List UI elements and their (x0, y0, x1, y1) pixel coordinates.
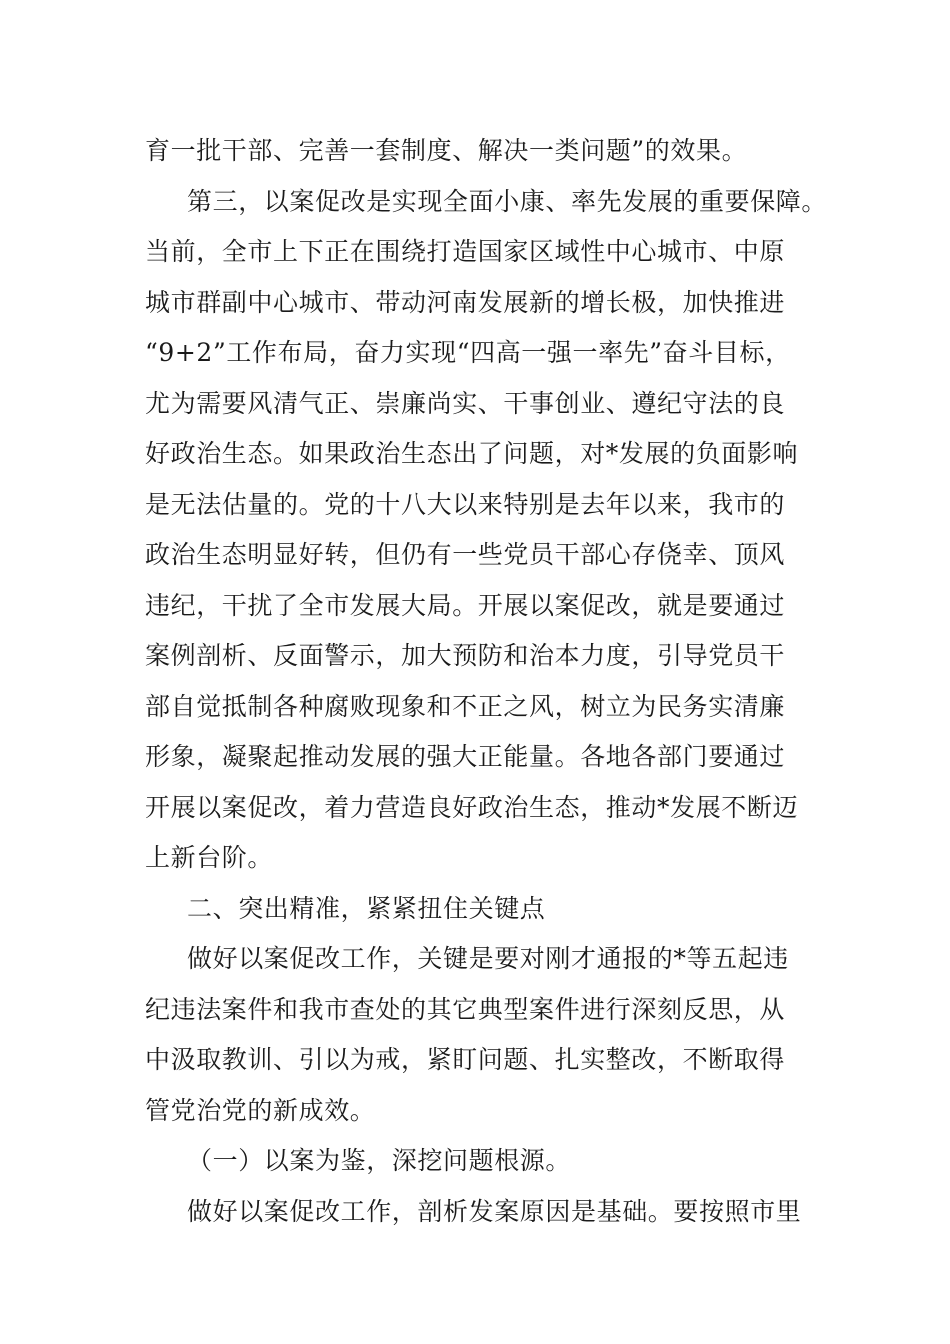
text-line: 尤为需要风清气正、崇廉尚实、干事创业、遵纪守法的良 (145, 388, 786, 418)
text-line: （一）以案为鉴，深挖问题根源。 (187, 1146, 572, 1175)
document-body (145, 126, 828, 1237)
text-line: 案例剖析、反面警示，加大预防和治本力度，引导党员干 (145, 641, 786, 670)
text-line: 做好以案促改工作，剖析发案原因是基础。要按照市里 (187, 1196, 802, 1226)
text-line: 部自觉抵制各种腐败现象和不正之风，树立为民务实清廉 (145, 691, 786, 721)
text-line: 当前，全市上下正在围绕打造国家区域性中心城市、中原 (145, 237, 786, 266)
text-line: 政治生态明显好转，但仍有一些党员干部心存侥幸、顶风 (145, 540, 786, 569)
text-line: “9+2”工作布局，奋力实现“四高一强一率先”奋斗目标， (145, 338, 791, 367)
text-line: 形象，凝聚起推动发展的强大正能量。各地各部门要通过 (145, 742, 786, 771)
text-line: 开展以案促改，着力营造良好政治生态，推动*发展不断迈 (145, 792, 799, 822)
text-line: 好政治生态。如果政治生态出了问题，对*发展的负面影响 (145, 439, 799, 468)
text-line: 城市群副中心城市、带动河南发展新的增长极，加快推进 (145, 287, 786, 317)
text-line: 中汲取教训、引以为戒，紧盯问题、扎实整改，不断取得 (145, 1045, 786, 1074)
text-line: 做好以案促改工作，关键是要对刚才通报的*等五起违 (187, 944, 789, 973)
text-line: 是无法估量的。党的十八大以来特别是去年以来，我市的 (145, 489, 786, 519)
text-line: 二、突出精准，紧紧扭住关键点 (187, 893, 546, 923)
text-line: 管党治党的新成效。 (145, 1095, 376, 1125)
text-line: 上新台阶。 (145, 843, 274, 872)
text-line: 违纪，干扰了全市发展大局。开展以案促改，就是要通过 (145, 590, 786, 620)
text-line: 育一批干部、完善一套制度、解决一类问题”的效果。 (145, 136, 748, 165)
text-line: 第三，以案促改是实现全面小康、率先发展的重要保障。 (187, 186, 828, 216)
text-line: 纪违法案件和我市查处的其它典型案件进行深刻反思，从 (145, 994, 786, 1024)
